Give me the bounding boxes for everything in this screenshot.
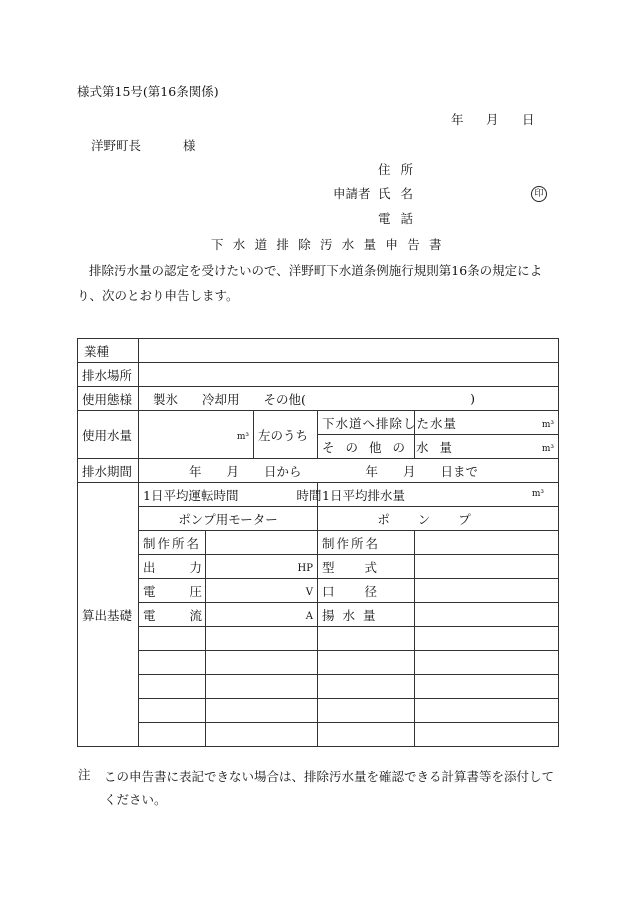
period-to: 年 月 日まで bbox=[365, 463, 479, 479]
applicant-phone-label: 電話 bbox=[378, 211, 424, 226]
calc-basis-label: 算出基礎 bbox=[78, 483, 139, 747]
daily-hours-label: 1日平均運転時間 bbox=[143, 487, 239, 503]
date-year: 年 bbox=[451, 112, 464, 127]
output-unit: HP bbox=[297, 563, 313, 574]
form-number: 様式第15号(第16条関係) bbox=[77, 84, 219, 99]
pump-header: ポンプ bbox=[318, 507, 559, 531]
voltage-label: 電圧 bbox=[139, 579, 206, 603]
usage-option-ice: 製氷 bbox=[153, 391, 179, 407]
water-usage-unit: m³ bbox=[236, 432, 249, 442]
of-which-label: 左のうち bbox=[254, 411, 318, 459]
daily-hours-unit: 時間 bbox=[296, 487, 322, 503]
pump-manufacturer-field[interactable] bbox=[415, 531, 559, 555]
lift-field[interactable] bbox=[415, 603, 559, 627]
water-usage-label: 使用水量 bbox=[78, 411, 139, 459]
current-label: 電流 bbox=[139, 603, 206, 627]
blank-row bbox=[78, 627, 559, 651]
sewer-discharge-unit: m³ bbox=[541, 420, 554, 430]
applicant-prefix: 申請者 bbox=[333, 186, 371, 201]
addressee-honorific: 様 bbox=[183, 138, 196, 153]
intro-paragraph: 排除汚水量の認定を受けたいので、洋野町下水道条例施行規則第16条の規定により、次のとおり申告します。 bbox=[77, 263, 543, 303]
output-label: 出力 bbox=[139, 555, 206, 579]
usage-type-field[interactable] bbox=[139, 387, 559, 411]
addressee: 洋野町長 bbox=[91, 138, 142, 153]
business-type-field[interactable] bbox=[139, 339, 559, 363]
caliber-field[interactable] bbox=[415, 579, 559, 603]
model-label: 型式 bbox=[318, 555, 415, 579]
daily-hours-cell[interactable] bbox=[139, 483, 322, 507]
daily-discharge-cell[interactable] bbox=[318, 483, 559, 507]
other-water-label: その他の水量 bbox=[318, 435, 415, 459]
discharge-period-label: 排水期間 bbox=[78, 459, 139, 483]
blank-row bbox=[78, 651, 559, 675]
usage-option-other: その他( bbox=[263, 391, 306, 407]
motor-manufacturer-label: 制作所名 bbox=[139, 531, 206, 555]
sewer-discharge-label: 下水道へ排除した水量 bbox=[318, 411, 415, 435]
motor-manufacturer-field[interactable] bbox=[206, 531, 318, 555]
date-month: 月 bbox=[486, 112, 499, 127]
other-water-unit: m³ bbox=[541, 444, 554, 454]
usage-option-cooling: 冷却用 bbox=[202, 391, 240, 407]
blank-row bbox=[78, 699, 559, 723]
period-from: 年 月 日から bbox=[189, 463, 302, 479]
applicant-name-label: 氏名 bbox=[378, 186, 424, 201]
note-mark: 注 bbox=[78, 767, 91, 782]
blank-row bbox=[78, 723, 559, 747]
daily-discharge-label: 1日平均排水量 bbox=[322, 487, 405, 503]
blank-row bbox=[78, 675, 559, 699]
voltage-unit: V bbox=[305, 587, 313, 598]
document-title: 下水道排除汚水量申告書 bbox=[211, 237, 451, 252]
discharge-location-field[interactable] bbox=[139, 363, 559, 387]
caliber-label: 口径 bbox=[318, 579, 415, 603]
lift-label: 揚水量 bbox=[318, 603, 415, 627]
date-day: 日 bbox=[522, 112, 535, 127]
discharge-location-label: 排水場所 bbox=[78, 363, 139, 387]
applicant-address-label: 住所 bbox=[378, 162, 424, 177]
seal-icon: 印 bbox=[531, 186, 547, 202]
model-field[interactable] bbox=[415, 555, 559, 579]
seal-mark bbox=[531, 184, 547, 202]
usage-type-label: 使用態様 bbox=[78, 387, 139, 411]
daily-discharge-unit: m³ bbox=[531, 489, 544, 499]
declaration-table bbox=[77, 338, 559, 747]
usage-close-paren: ) bbox=[470, 391, 475, 406]
pump-motor-header: ポンプ用モーター bbox=[139, 507, 318, 531]
note-text: この申告書に表記できない場合は、排除汚水量を確認できる計算書等を添付してください。 bbox=[104, 769, 555, 807]
water-usage-field[interactable] bbox=[139, 411, 254, 459]
business-type-label: 業種 bbox=[78, 339, 139, 363]
discharge-period-field[interactable] bbox=[139, 459, 559, 483]
pump-manufacturer-label: 制作所名 bbox=[318, 531, 415, 555]
current-unit: A bbox=[305, 611, 313, 622]
